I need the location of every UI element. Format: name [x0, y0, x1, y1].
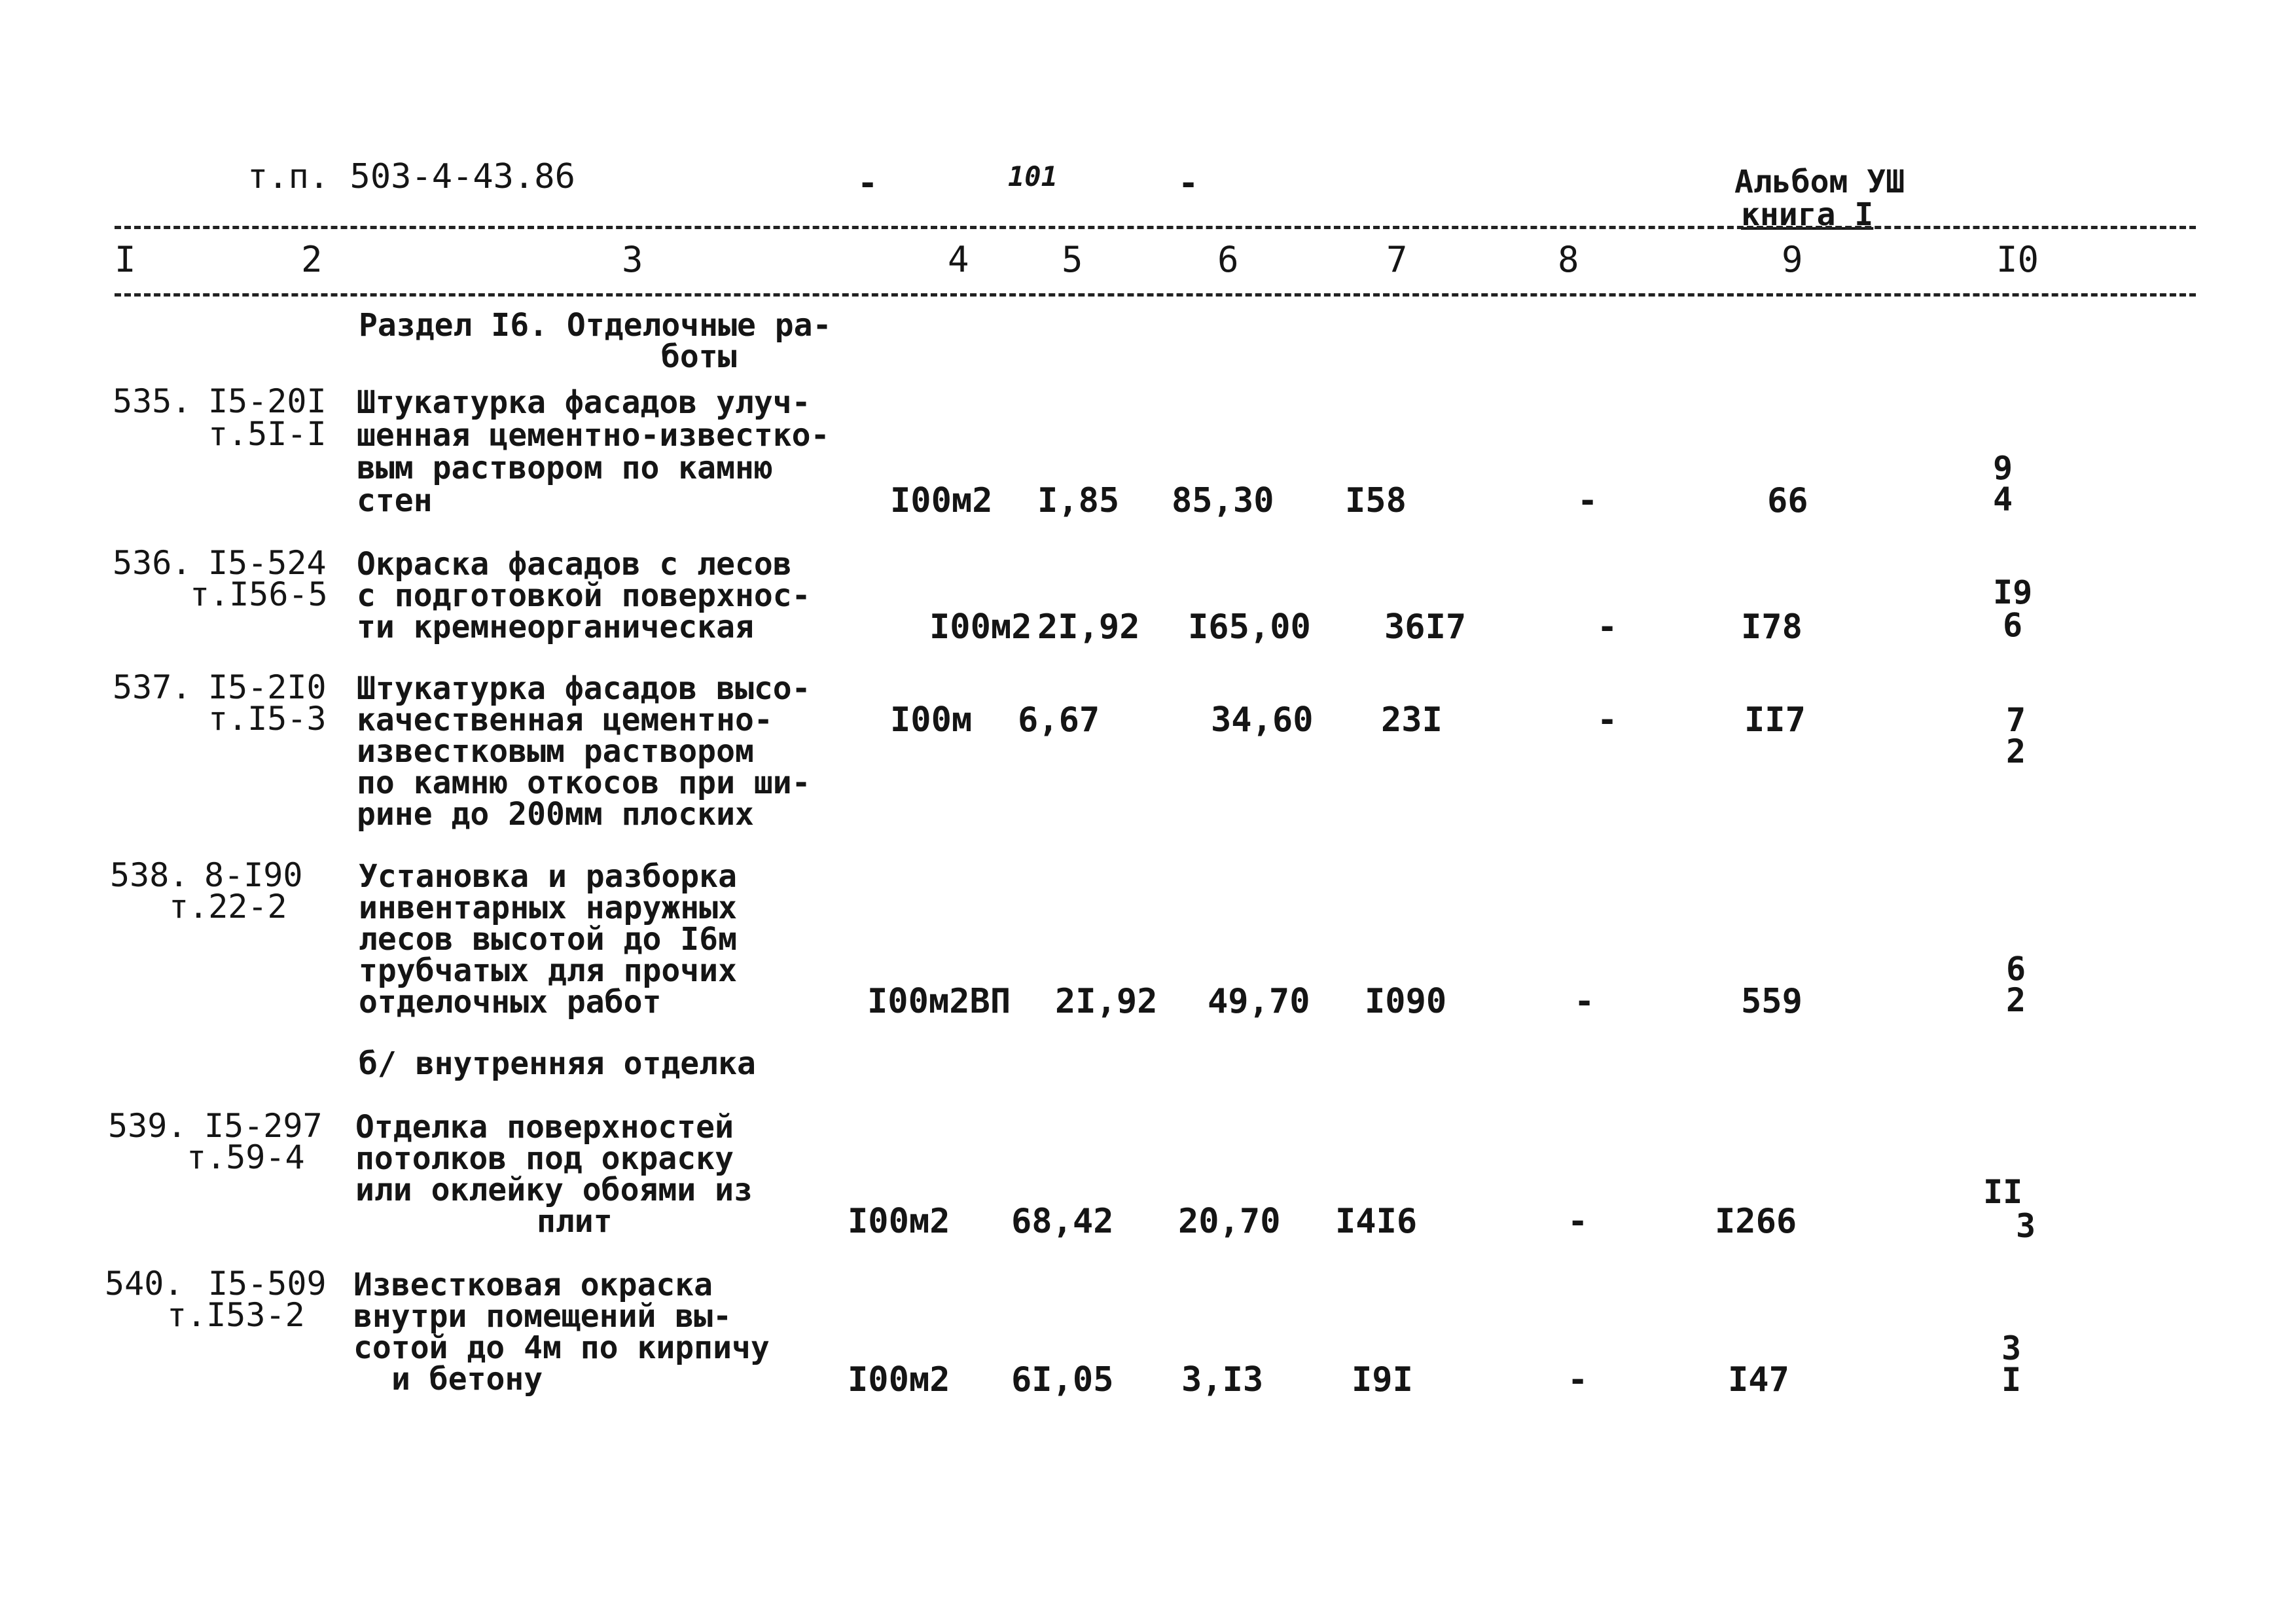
price: 3,I3 [1181, 1360, 1264, 1399]
column-10-bottom: 6 [2003, 606, 2023, 644]
column-10-top: I9 [1993, 573, 2033, 611]
description-line: по камню откосов при ши- [357, 765, 811, 801]
total: I090 [1365, 982, 1447, 1021]
description-line: с подготовкой поверхнос- [357, 577, 811, 614]
description-line: Штукатурка фасадов высо- [357, 670, 811, 707]
row-number: 539. [108, 1107, 187, 1145]
table-ref: т.I56-5 [190, 575, 328, 613]
unit: I00м2 [929, 607, 1032, 647]
column-8-value: - [1574, 982, 1595, 1021]
column-8-value: - [1568, 1202, 1588, 1241]
subsection-title: б/ внутренняя отделка [359, 1045, 756, 1082]
description-line: трубчатых для прочих [359, 952, 737, 989]
price: 49,70 [1208, 982, 1310, 1021]
unit: I00м2ВП [867, 982, 1011, 1021]
column-9-value: I47 [1728, 1360, 1789, 1399]
description-line: вым раствором по камню [357, 450, 773, 486]
description-line: Установка и разборка [359, 858, 737, 895]
norm-code: 8-I90 [204, 856, 303, 894]
description-line: рине до 200мм плоских [357, 796, 754, 833]
column-8-value: - [1577, 481, 1598, 520]
total: I4I6 [1335, 1202, 1418, 1241]
description-line: потолков под окраску [355, 1140, 734, 1177]
page-number: 101 [1008, 160, 1058, 192]
description-line: инвентарных наружных [359, 890, 737, 926]
section-title-line2: боты [661, 338, 737, 375]
header-top-rule [115, 226, 2196, 229]
description-line: и бетону [391, 1361, 543, 1398]
column-10-bottom: 2 [2006, 981, 2026, 1019]
column-10-top: 7 [2006, 701, 2026, 739]
description-line: качественная цементно- [357, 702, 773, 738]
description-line: лесов высотой до I6м [359, 921, 737, 958]
norm-code: I5-20I [208, 382, 327, 420]
total: 36I7 [1384, 607, 1467, 647]
column-number-2: 2 [301, 239, 323, 280]
table-ref: т.I5-3 [208, 700, 327, 738]
project-code: т.п. 503-4-43.86 [247, 157, 575, 196]
unit: I00м2 [848, 1360, 950, 1399]
description-line: или оклейку обоями из [355, 1172, 753, 1208]
unit: I00м2 [848, 1202, 950, 1241]
column-10-bottom: 2 [2006, 732, 2026, 770]
quantity: 6I,05 [1011, 1360, 1114, 1399]
description-line: плит [537, 1203, 613, 1240]
description-line: ти кремнеорганическая [357, 609, 754, 645]
column-9-value: I78 [1741, 607, 1803, 647]
description-line: Отделка поверхностей [355, 1109, 734, 1146]
table-ref: т.I53-2 [167, 1296, 305, 1334]
description-line: сотой до 4м по кирпичу [353, 1329, 770, 1366]
price: I65,00 [1188, 607, 1311, 647]
price: 85,30 [1172, 481, 1274, 520]
total: 23I [1381, 700, 1443, 740]
row-number: 536. [113, 544, 192, 582]
quantity: 2I,92 [1055, 982, 1158, 1021]
description-line: Штукатурка фасадов улуч- [357, 384, 811, 421]
column-8-value: - [1597, 607, 1618, 647]
description-line: внутри помещений вы- [353, 1298, 732, 1335]
table-ref: т.59-4 [187, 1138, 305, 1176]
column-number-3: 3 [622, 239, 643, 280]
header-dash-right: - [1178, 164, 1199, 203]
column-number-7: 7 [1386, 239, 1408, 280]
price: 20,70 [1178, 1202, 1281, 1241]
column-8-value: - [1568, 1360, 1588, 1399]
table-ref: т.5I-I [208, 415, 327, 453]
description-line: Окраска фасадов с лесов [357, 546, 792, 583]
row-number: 537. [113, 668, 192, 706]
column-number-8: 8 [1558, 239, 1579, 280]
column-number-4: 4 [948, 239, 969, 280]
row-number: 535. [113, 382, 192, 420]
column-9-value: I266 [1715, 1202, 1797, 1241]
unit: I00м [890, 700, 973, 740]
quantity: I,85 [1037, 481, 1120, 520]
column-10-top: 3 [2001, 1329, 2022, 1367]
column-number-6: 6 [1217, 239, 1239, 280]
norm-code: I5-524 [208, 544, 327, 582]
quantity: 68,42 [1011, 1202, 1114, 1241]
column-9-value: II7 [1744, 700, 1806, 740]
album-label: Альбом УШ [1734, 164, 1905, 200]
book-label: книга I [1741, 196, 1874, 233]
section-title-line1: Раздел I6. Отделочные ра- [359, 307, 832, 344]
row-number: 538. [110, 856, 189, 894]
column-10-top: 9 [1993, 449, 2013, 487]
description-line: шенная цементно-известко- [357, 417, 830, 454]
column-8-value: - [1597, 700, 1618, 740]
column-number-9: 9 [1782, 239, 1803, 280]
norm-code: I5-2I0 [208, 668, 327, 706]
row-number: 540. [105, 1265, 184, 1303]
column-10-bottom: 3 [2016, 1207, 2036, 1245]
description-line: отделочных работ [359, 984, 662, 1020]
column-10-top: II [1983, 1173, 2023, 1211]
norm-code: I5-509 [208, 1265, 327, 1303]
norm-code: I5-297 [204, 1107, 323, 1145]
header-bottom-rule [115, 293, 2196, 297]
total: I9I [1352, 1360, 1413, 1399]
column-10-bottom: I [2001, 1361, 2022, 1399]
column-number-10: I0 [1996, 239, 2039, 280]
description-line: Известковая окраска [353, 1267, 713, 1303]
quantity: 2I,92 [1037, 607, 1140, 647]
unit: I00м2 [890, 481, 993, 520]
column-10-bottom: 4 [1993, 480, 2013, 518]
column-number-1: I [115, 239, 136, 280]
quantity: 6,67 [1018, 700, 1100, 740]
column-9-value: 559 [1741, 982, 1803, 1021]
total: I58 [1345, 481, 1407, 520]
description-line: известковым раствором [357, 733, 754, 770]
table-ref: т.22-2 [169, 888, 287, 926]
header-dash-left: - [857, 164, 878, 203]
description-line: стен [357, 482, 433, 519]
column-number-5: 5 [1062, 239, 1083, 280]
price: 34,60 [1211, 700, 1314, 740]
column-9-value: 66 [1767, 481, 1808, 520]
column-10-top: 6 [2006, 950, 2026, 988]
